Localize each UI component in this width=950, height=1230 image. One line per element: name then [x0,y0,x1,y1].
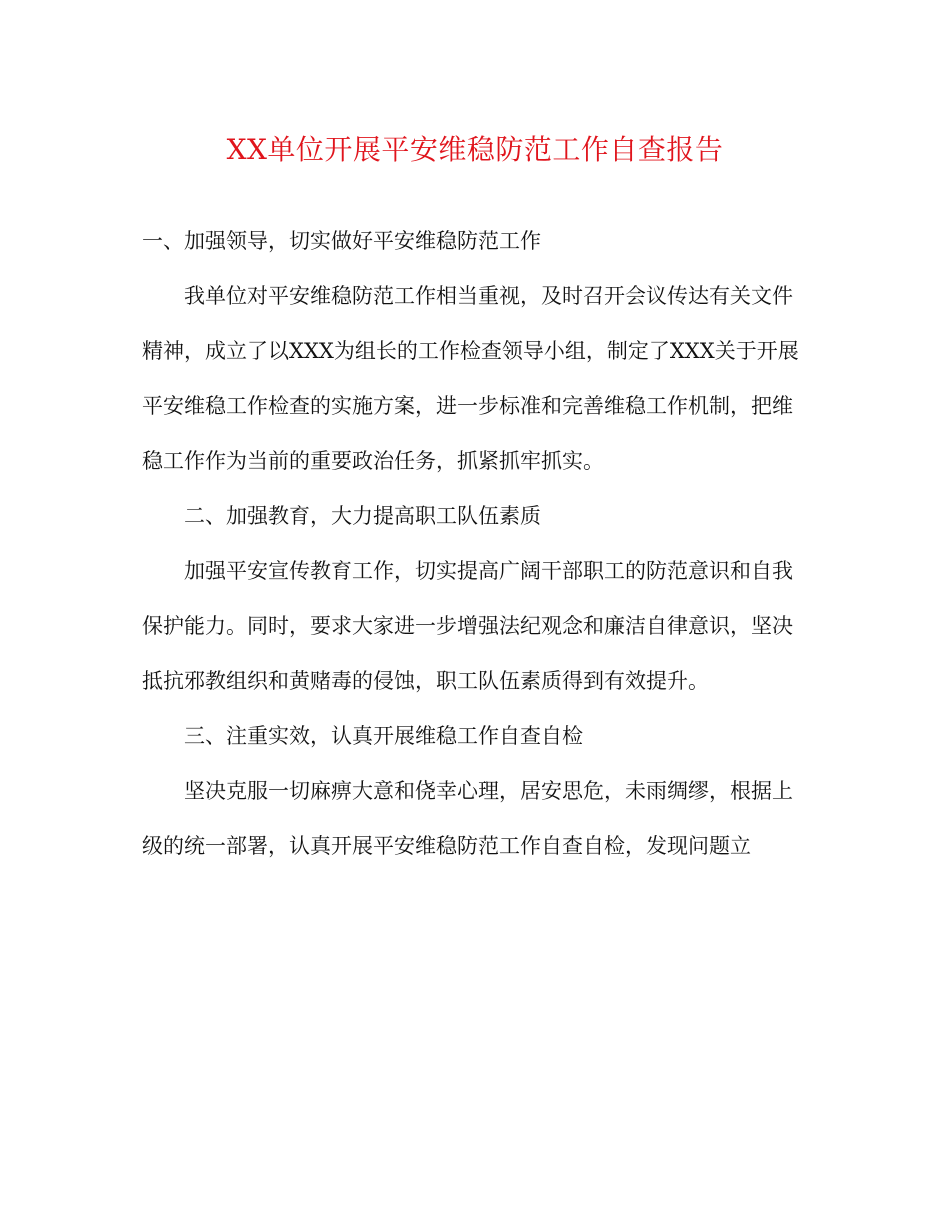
document-title: XX单位开展平安维稳防范工作自查报告 [226,133,724,166]
paragraph-2: 加强平安宣传教育工作，切实提高广阔干部职工的防范意识和自我保护能力。同时，要求大家进一步增强法纪观念和廉洁自律意识，坚决抵抗邪教组织和黄赌毒的侵蚀，职工队伍素质得到有效提升。 [142,559,793,693]
paragraph-3: 坚决克服一切麻痹大意和侥幸心理，居安思危，未雨绸缪，根据上级的统一部署，认真开展平安维稳防范工作自查自检，发现问题立 [142,779,793,858]
section-heading-3: 三、注重实效，认真开展维稳工作自查自检 [184,724,583,748]
paragraph-1: 我单位对平安维稳防范工作相当重视，及时召开会议传达有关文件精神，成立了以XXX为组长的工作检查领导小组，制定了XXX关于开展平安维稳工作检查的实施方案，进一步标准和完善维稳工作机制，把维稳工作作为当前的重要政治任务，抓紧抓牢抓实。 [142,284,799,473]
document-body [142,214,810,874]
section-heading-2: 二、加强教育，大力提高职工队伍素质 [184,504,541,528]
section-heading-1: 一、加强领导，切实做好平安维稳防范工作 [142,229,541,253]
